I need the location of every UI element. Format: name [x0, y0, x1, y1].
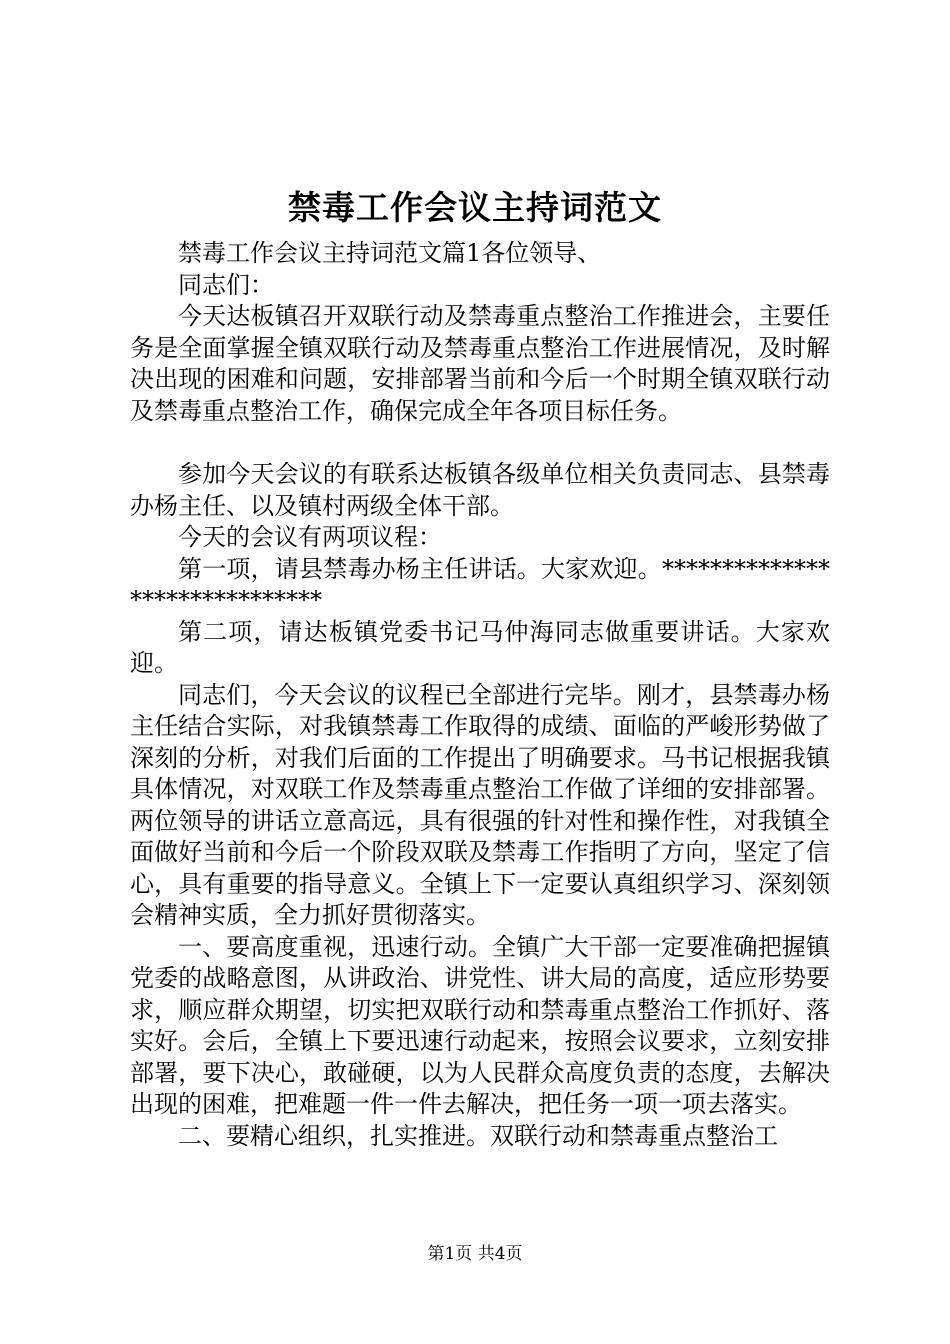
paragraph-salutation: 同志们： [178, 270, 274, 299]
document-body [130, 238, 830, 1152]
page-footer: 第1页 共4页 [427, 1244, 523, 1264]
paragraph-opening: 禁毒工作会议主持词范文篇1各位领导、 [178, 239, 602, 267]
paragraph-purpose: 今天达板镇召开双联行动及禁毒重点整治工作推进会，主要任务是全面掌握全镇双联行动及禁毒重点整治工作进展情况，及时解决出现的困难和问题，安排部署当前和今后一个时期全镇双联行动及禁毒重点整治工作，确保完成全年各项目标任务。 [130, 302, 830, 425]
paragraph-point-1: 一、要高度重视，迅速行动。全镇广大干部一定要准确把握镇党委的战略意图，从讲政治、讲党性、讲大局的高度，适应形势要求，顺应群众期望，切实把双联行动和禁毒重点整治工作抓好、落实好。会后，全镇上下要迅速行动起来，按照会议要求，立刻安排部署，要下决心，敢碰硬，以为人民群众高度负责的态度，去解决出现的困难，把难题一件一件去解决，把任务一项一项去落实。 [130, 932, 830, 1118]
paragraph-agenda-item-2: 第二项，请达板镇党委书记马仲海同志做重要讲话。大家欢迎。 [130, 617, 830, 677]
paragraph-point-2: 二、要精心组织，扎实推进。双联行动和禁毒重点整治工 [178, 1121, 778, 1150]
paragraph-agenda-intro: 今天的会议有两项议程： [178, 523, 442, 551]
document-title: 禁毒工作会议主持词范文 [288, 188, 662, 227]
paragraph-summary: 同志们，今天会议的议程已全部进行完毕。刚才，县禁毒办杨主任结合实际，对我镇禁毒工作取得的成绩、面临的严峻形势做了深刻的分析，对我们后面的工作提出了明确要求。马书记根据我镇具体情况，对双联工作及禁毒重点整治工作做了详细的安排部署。两位领导的讲话立意高远，具有很强的针对性和操作性，对我镇全面做好当前和今后一个阶段双联及禁毒工作指明了方向，坚定了信心，具有重要的指导意义。全镇上下一定要认真组织学习、深刻领会精神实质，全力抓好贯彻落实。 [130, 680, 830, 929]
paragraph-agenda-item-1: 第一项，请县禁毒办杨主任讲话。大家欢迎。****************************** [130, 554, 830, 614]
paragraph-attendees: 参加今天会议的有联系达板镇各级单位相关负责同志、县禁毒办杨主任、以及镇村两级全体干部。 [130, 460, 830, 520]
